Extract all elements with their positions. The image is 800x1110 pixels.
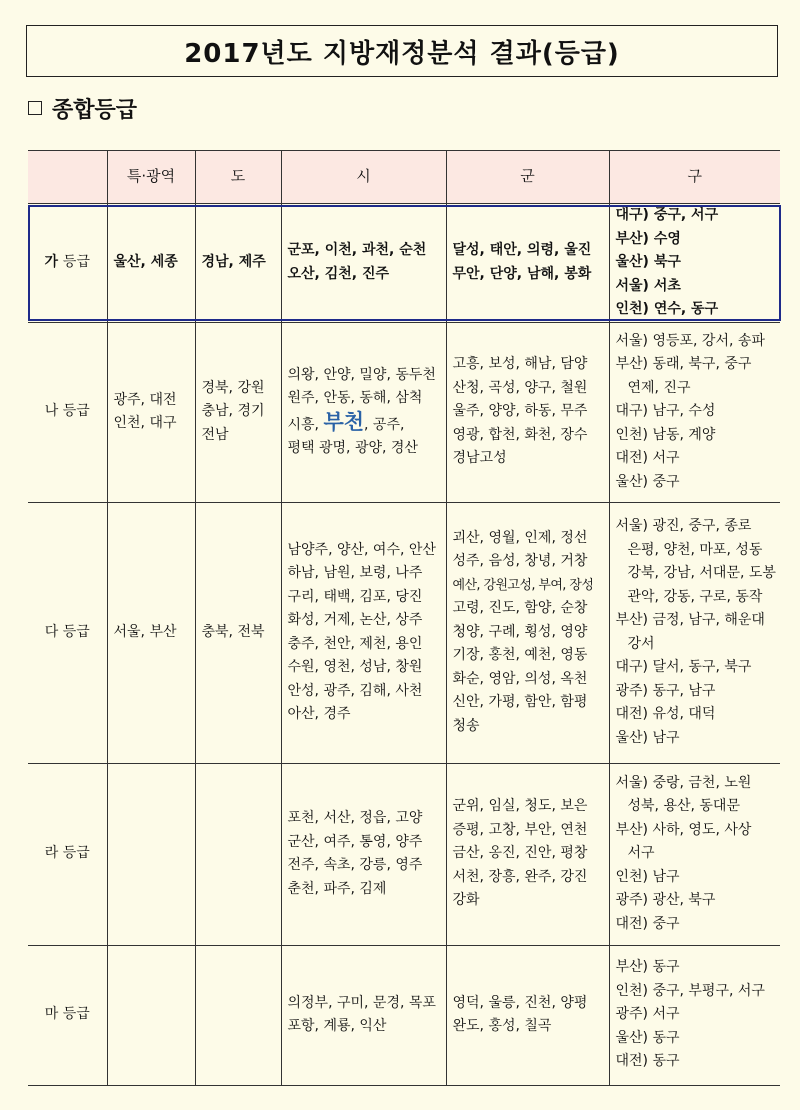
cell-line: 서울) 영등포, 강서, 송파 [615, 332, 765, 349]
cell-line: 울산) 중구 [615, 473, 680, 490]
cell-line: 증평, 고창, 부안, 연천 [452, 821, 588, 838]
cell-line: 인천) 남동, 계양 [615, 426, 716, 443]
grade-cell [28, 763, 107, 945]
cell-line: 광주, 대전 [113, 391, 177, 408]
cell-line: 구리, 태백, 김포, 당진 [287, 588, 423, 605]
metro-cell [107, 204, 195, 323]
province-cell [195, 204, 281, 323]
cell-line: 전주, 속초, 강릉, 영주 [287, 857, 423, 873]
header-cell-metro: 특·광역 [107, 151, 195, 204]
grade-suffix: 등급 [62, 845, 90, 862]
cell-line: 부산) 금정, 남구, 해운대 [615, 612, 765, 628]
grade-cell [28, 945, 107, 1085]
cell-line: 신안, 가평, 함안, 함평 [452, 694, 588, 711]
cell-line: 금산, 옹진, 진안, 평창 [452, 845, 588, 862]
cell-line: 오산, 김천, 진주 [287, 265, 390, 282]
cell-line: 군위, 임실, 청도, 보은 [452, 798, 588, 815]
header-cell-grade [28, 151, 107, 204]
cell-line: 강북, 강남, 서대문, 도봉 [627, 565, 776, 581]
header-cell-city: 시 [281, 151, 446, 204]
cell-line: 서울) 서초 [615, 277, 681, 294]
table-row-ga [28, 204, 780, 323]
grade-letter: 마 [44, 1006, 59, 1023]
province-cell [195, 763, 281, 945]
metro-cell [107, 945, 195, 1085]
cell-line: 기장, 홍천, 예천, 영동 [452, 647, 588, 664]
city-cell [281, 322, 446, 502]
cell-line: 울산) 동구 [615, 1029, 680, 1046]
cell-line: 고령, 진도, 함양, 순창 [452, 600, 588, 617]
cell-line: 포천, 서산, 정읍, 고양 [287, 810, 423, 826]
cell-line: 수원, 영천, 성남, 창원 [287, 659, 423, 675]
cell-line: 안성, 광주, 김해, 사천 [287, 682, 423, 699]
title-box [26, 25, 778, 77]
cell-line: 충주, 천안, 제천, 용인 [287, 635, 423, 652]
square-bullet-icon [28, 101, 42, 115]
highlight-city: 부천 [323, 409, 365, 434]
header-cell-province: 도 [195, 151, 281, 204]
cell-line: 서천, 장흥, 완주, 강진 [452, 868, 588, 885]
metro-cell [107, 763, 195, 945]
cell-line: 영광, 합천, 화천, 장수 [452, 426, 588, 443]
header-cell-district: 구 [609, 151, 780, 204]
grade-suffix: 등급 [62, 403, 90, 420]
grade-cell [28, 204, 107, 323]
cell-line: 무안, 단양, 남해, 봉화 [452, 265, 592, 282]
cell-line: 춘천, 파주, 김제 [287, 880, 387, 897]
cell-line: 서울) 중랑, 금천, 노원 [615, 774, 752, 791]
cell-line: 전남 [201, 426, 229, 443]
cell-line: 광주) 동구, 남구 [615, 682, 716, 699]
grade-suffix: 등급 [62, 623, 90, 640]
cell-line: 부산) 동구 [615, 959, 680, 976]
section-heading [28, 92, 137, 124]
cell-line: 영덕, 울릉, 진천, 양평 [452, 994, 588, 1011]
district-cell [609, 322, 780, 502]
cell-line: 부산) 사하, 영도, 사상 [615, 821, 752, 838]
district-cell [609, 763, 780, 945]
cell-line: 인천, 대구 [113, 415, 177, 431]
county-cell [446, 502, 609, 763]
cell-line: 대구) 남구, 수성 [615, 403, 716, 420]
cell-line: 원주, 안동, 동해, 삼척 [287, 390, 423, 406]
cell-line: 인천) 연수, 동구 [615, 301, 719, 317]
city-cell [281, 502, 446, 763]
cell-line: 경남고성 [452, 450, 507, 467]
cell-line: 강화 [452, 892, 480, 909]
district-cell [609, 502, 780, 763]
cell-line: 완도, 홍성, 칠곡 [452, 1018, 552, 1034]
cell-line: 인천) 중구, 부평구, 서구 [615, 982, 765, 999]
cell-line: 부산) 동래, 북구, 중구 [615, 356, 752, 373]
metro-cell [107, 322, 195, 502]
cell-line: 대전) 중구 [615, 915, 680, 932]
cell-line: 괴산, 영월, 인제, 정선 [452, 529, 588, 546]
cell-line: 의정부, 구미, 문경, 목포 [287, 994, 436, 1011]
cell-line: 포항, 계룡, 익산 [287, 1018, 387, 1034]
cell-line: 부산) 수영 [615, 230, 681, 247]
cell-line: 관악, 강동, 구로, 동작 [627, 588, 763, 605]
grade-letter: 다 [44, 623, 59, 640]
province-cell [195, 945, 281, 1085]
table-row-ra [28, 763, 780, 945]
cell-line: 산청, 곡성, 양구, 철원 [452, 379, 588, 396]
cell-line: 대구) 달서, 동구, 북구 [615, 659, 752, 675]
cell-line: 예산, 강원고성, 부여, 장성 [452, 577, 594, 593]
city-cell [281, 763, 446, 945]
cell-line: 울산) 북구 [615, 254, 681, 270]
grade-cell [28, 502, 107, 763]
cell-line: 군산, 여주, 통영, 양주 [287, 833, 423, 850]
cell-line: 충북, 전북 [201, 623, 265, 640]
grade-letter: 가 [44, 254, 59, 270]
cell-line: 성주, 음성, 창녕, 거창 [452, 553, 588, 570]
cell-line: 충남, 경기 [201, 403, 265, 420]
section-label: 종합등급 [52, 97, 138, 123]
cell-line: 화순, 영암, 의성, 옥천 [452, 670, 588, 687]
cell-line: 광주) 서구 [615, 1006, 680, 1023]
cell-line: 대전) 서구 [615, 450, 680, 467]
cell-line: 하남, 남원, 보령, 나주 [287, 565, 423, 581]
cell-line: 서울, 부산 [113, 623, 177, 640]
cell-line: 울산) 남구 [615, 729, 680, 746]
cell-line: 화성, 거제, 논산, 상주 [287, 612, 423, 628]
cell-line: 연제, 진구 [627, 379, 691, 396]
cell-line: 서구 [627, 845, 655, 862]
district-cell [609, 204, 780, 323]
cell-line: 대전) 유성, 대덕 [615, 706, 716, 722]
cell-line: 고흥, 보성, 해남, 담양 [452, 356, 588, 373]
cell-line: 대전) 동구 [615, 1053, 680, 1070]
cell-line: 달성, 태안, 의령, 울진 [452, 242, 592, 259]
county-cell [446, 945, 609, 1085]
cell-line: 평택 광명, 광양, 경산 [287, 440, 418, 456]
cell-line: 광주) 광산, 북구 [615, 892, 716, 909]
grade-letter: 나 [44, 403, 59, 420]
cell-line: 성북, 용산, 동대문 [627, 798, 740, 815]
district-cell [609, 945, 780, 1085]
cell-line [288, 411, 440, 438]
cell-line: 의왕, 안양, 밀양, 동두천 [287, 366, 436, 383]
cell-line: 대구) 중구, 서구 [615, 207, 719, 223]
cell-line: 울산, 세종 [113, 254, 178, 270]
table-row-ma [28, 945, 780, 1085]
grade-table [28, 150, 780, 1086]
header-cell-county: 군 [446, 151, 609, 204]
cell-line: 강서 [627, 635, 655, 652]
county-cell [446, 322, 609, 502]
county-cell [446, 204, 609, 323]
cell-line: 청양, 구례, 횡성, 영양 [452, 623, 588, 640]
grade-suffix: 등급 [62, 254, 90, 270]
grade-cell [28, 322, 107, 502]
cell-line: 은평, 양천, 마포, 성동 [627, 541, 763, 558]
cell-text: 시흥, [287, 416, 324, 433]
cell-line: 인천) 남구 [615, 868, 680, 885]
city-cell [281, 204, 446, 323]
metro-cell [107, 502, 195, 763]
county-cell [446, 763, 609, 945]
cell-line: 서울) 광진, 중구, 종로 [615, 518, 752, 534]
province-cell [195, 502, 281, 763]
table-row-na [28, 322, 780, 502]
cell-line: 청송 [452, 717, 480, 734]
grade-suffix: 등급 [62, 1006, 90, 1023]
cell-line: 남양주, 양산, 여수, 안산 [287, 541, 436, 558]
city-cell [281, 945, 446, 1085]
table-row-da [28, 502, 780, 763]
cell-line: 경북, 강원 [201, 379, 265, 396]
header-row [28, 151, 780, 204]
cell-line: 아산, 경주 [287, 706, 351, 722]
cell-text: , 공주, [364, 416, 405, 433]
page-title: 2017년도 지방재정분석 결과(등급) [184, 38, 620, 69]
cell-line: 울주, 양양, 하동, 무주 [452, 403, 588, 420]
province-cell [195, 322, 281, 502]
cell-line: 경남, 제주 [201, 254, 266, 270]
grade-letter: 라 [44, 845, 59, 862]
cell-line: 군포, 이천, 과천, 순천 [287, 242, 427, 259]
